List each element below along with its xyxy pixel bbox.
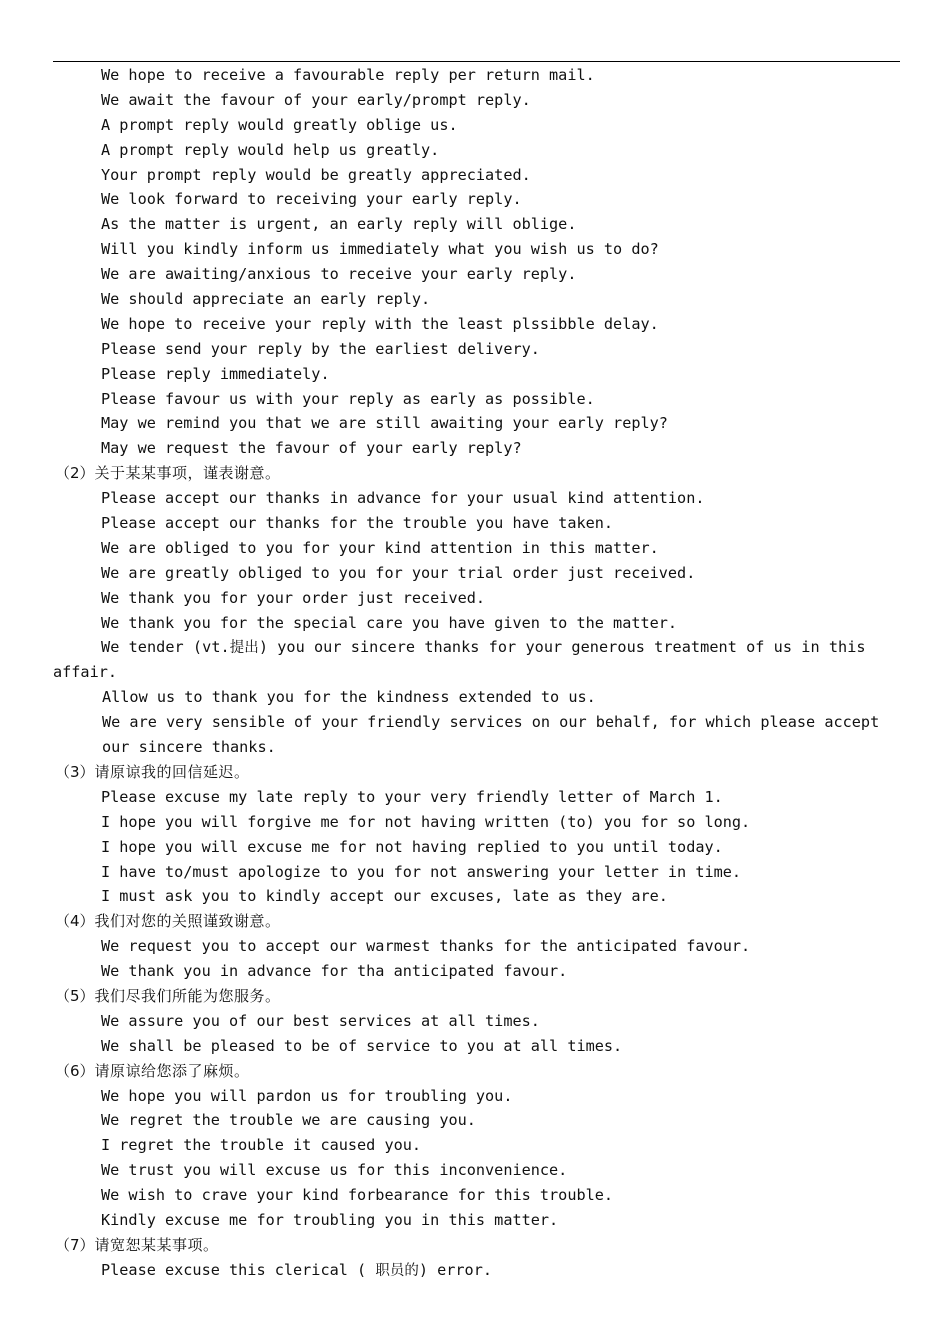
text-line: Will you kindly inform us immediately what you wish us to do? bbox=[101, 240, 659, 259]
text-line: Please send your reply by the earliest delivery. bbox=[101, 339, 540, 358]
text-line: Please accept our thanks for the trouble you have taken. bbox=[101, 514, 614, 533]
text-line: We are awaiting/anxious to receive your early reply. bbox=[101, 265, 577, 284]
text-line: I have to/must apologize to you for not answering your letter in time. bbox=[101, 862, 742, 881]
text-line-continuation: our sincere thanks. bbox=[102, 738, 276, 757]
chinese-gloss: 职员的 bbox=[375, 1262, 419, 1279]
text-line: We are obliged to you for your kind attention in this matter. bbox=[101, 538, 659, 557]
text-segment: We tender (vt. bbox=[101, 638, 230, 657]
section-number: （7） bbox=[55, 1235, 95, 1254]
text-line: Kindly excuse me for troubling you in this matter. bbox=[101, 1210, 559, 1229]
text-line: We should appreciate an early reply. bbox=[101, 290, 431, 309]
text-line: We request you to accept our warmest thanks for the anticipated favour. bbox=[101, 937, 751, 956]
section-number: （5） bbox=[55, 986, 95, 1005]
section-number: （2） bbox=[55, 464, 95, 483]
section-title: 请原谅我的回信延迟。 bbox=[94, 762, 250, 781]
text-line: I hope you will forgive me for not having written (to) you for so long. bbox=[101, 812, 751, 831]
text-line: May we remind you that we are still awaiting your early reply? bbox=[101, 414, 668, 433]
text-line bbox=[53, 1258, 900, 1283]
text-line: A prompt reply would help us greatly. bbox=[101, 140, 440, 159]
section-heading bbox=[53, 1233, 900, 1258]
text-line: Your prompt reply would be greatly appreciated. bbox=[101, 165, 531, 184]
text-segment: ) you our sincere thanks for your generous treatment of us in this bbox=[258, 638, 866, 657]
text-line: We shall be pleased to be of service to you at all times. bbox=[101, 1036, 623, 1055]
text-line: Please reply immediately. bbox=[101, 364, 330, 383]
text-line: We hope to receive your reply with the least plssibble delay. bbox=[101, 314, 659, 333]
section-heading bbox=[53, 909, 900, 934]
text-line: A prompt reply would greatly oblige us. bbox=[101, 115, 458, 134]
text-line: We thank you in advance for tha anticipated favour. bbox=[101, 962, 568, 981]
text-segment: Please excuse this clerical ( bbox=[101, 1260, 367, 1279]
text-line: Please favour us with your reply as early as possible. bbox=[101, 389, 595, 408]
section-number: （3） bbox=[55, 762, 95, 781]
section-title: 关于某某事项，谨表谢意。 bbox=[94, 464, 281, 483]
section-number: （4） bbox=[55, 912, 95, 931]
section-title: 我们对您的关照谨致谢意。 bbox=[94, 912, 281, 931]
text-line: We are very sensible of your friendly services on our behalf, for which please accept bbox=[102, 713, 880, 732]
section-heading bbox=[53, 760, 900, 785]
text-segment: ) error. bbox=[418, 1260, 492, 1279]
text-line: We look forward to receiving your early reply. bbox=[101, 190, 522, 209]
text-line: Please accept our thanks in advance for your usual kind attention. bbox=[101, 489, 705, 508]
section-number: （6） bbox=[55, 1061, 95, 1080]
text-line: I hope you will excuse me for not having replied to you until today. bbox=[101, 837, 723, 856]
text-line: We thank you for the special care you have given to the matter. bbox=[101, 613, 678, 632]
text-line: I regret the trouble it caused you. bbox=[101, 1136, 422, 1155]
text-line: Please excuse my late reply to your very friendly letter of March 1. bbox=[101, 787, 723, 806]
text-line: May we request the favour of your early reply? bbox=[101, 439, 522, 458]
text-line: We wish to crave your kind forbearance for this trouble. bbox=[101, 1186, 614, 1205]
text-line: We thank you for your order just received. bbox=[101, 588, 486, 607]
text-line: We regret the trouble we are causing you. bbox=[101, 1111, 476, 1130]
text-line: We hope to receive a favourable reply per return mail. bbox=[101, 66, 595, 84]
text-line: As the matter is urgent, an early reply will oblige. bbox=[101, 215, 577, 234]
text-line bbox=[53, 635, 900, 660]
section-heading bbox=[53, 461, 900, 486]
section-heading bbox=[53, 984, 900, 1009]
text-line-continuation: affair. bbox=[53, 663, 118, 682]
text-line: We are greatly obliged to you for your trial order just received. bbox=[101, 563, 696, 582]
text-line: We assure you of our best services at all times. bbox=[101, 1011, 540, 1030]
chinese-gloss: 提出 bbox=[229, 640, 259, 657]
text-line: We hope you will pardon us for troubling you. bbox=[101, 1086, 513, 1105]
text-line: Allow us to thank you for the kindness extended to us. bbox=[102, 688, 596, 707]
text-line: I must ask you to kindly accept our excuses, late as they are. bbox=[101, 887, 668, 906]
header-rule bbox=[53, 61, 900, 62]
section-title: 请原谅给您添了麻烦。 bbox=[94, 1061, 250, 1080]
text-line: We trust you will excuse us for this inconvenience. bbox=[101, 1161, 568, 1180]
document-body bbox=[53, 63, 900, 1283]
section-title: 我们尽我们所能为您服务。 bbox=[94, 986, 281, 1005]
section-title: 请宽恕某某事项。 bbox=[94, 1235, 219, 1254]
section-heading bbox=[53, 1059, 900, 1084]
text-line: We await the favour of your early/prompt reply. bbox=[101, 90, 531, 109]
